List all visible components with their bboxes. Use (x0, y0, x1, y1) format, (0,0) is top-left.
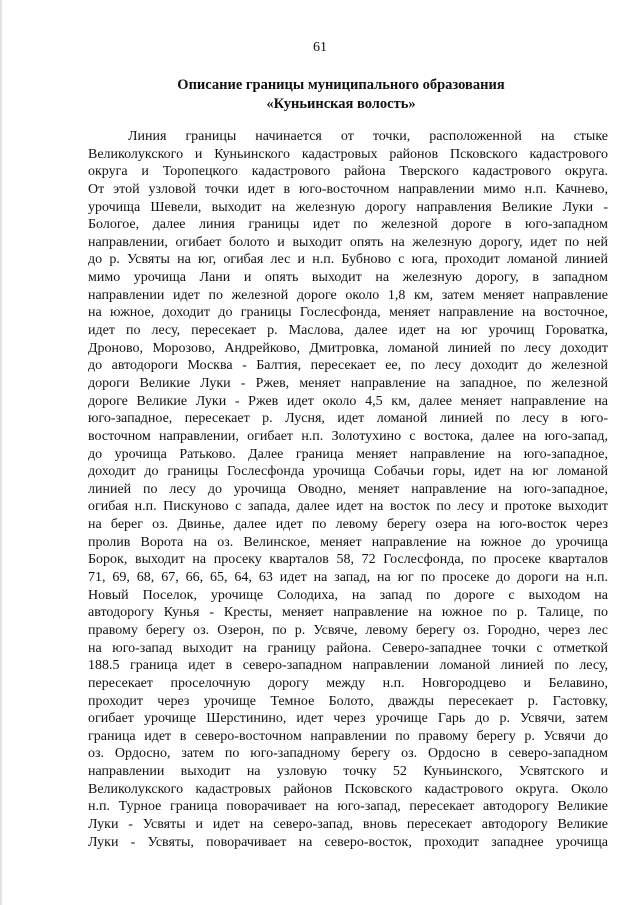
text-line: Великолукского и Куньинского кадастровых районов Псковского кадастрового (88, 146, 608, 162)
text-line: правому берегу оз. Озерон, по р. Усвяче, левому берегу оз. Городно, через лес (88, 622, 608, 638)
document-title (60, 76, 622, 114)
text-line: до автодороги Москва - Балтия, пересекает ее, по лесу доходит до железной (88, 358, 608, 374)
text-line: восточном направлении, огибает н.п. Золотухино с востока, далее на юго-запад, (88, 428, 608, 444)
title-line-2: «Куньинская волость» (266, 96, 416, 112)
text-line: урочища Шевели, выходит на железную дорогу направления Великие Луки - (88, 199, 608, 215)
text-line: н.п. Турное граница поворачивает на юго-запад, пересекает автодорогу Великие (88, 799, 608, 815)
scan-edge (0, 0, 3, 905)
page-number: 61 (313, 40, 327, 55)
text-line: граница идет в северо-восточном направлении по правому берегу р. Усвячи до (88, 728, 608, 744)
text-line: огибает урочище Шерстинино, идет через урочище Гарь до р. Усвячи, затем (88, 711, 608, 727)
text-line: направлении, огибает болото и выходит опять на железную дорогу, идет по ней (88, 234, 608, 250)
text-line: Борок, выходит на просеку кварталов 58, 72 Гослесфонда, по просеке кварталов (88, 552, 608, 568)
text-line: на южное, доходит до границы Гослесфонда, меняет направление на восточное, (88, 305, 608, 321)
text-line: 71, 69, 68, 67, 66, 65, 64, 63 идет на запад, на юг по просеке до дороги на н.п. (88, 570, 608, 586)
text-line: Великолукского кадастровых районов Псковского кадастрового округа. Около (88, 781, 608, 797)
text-line: автодорогу Кунья - Кресты, меняет направление на южное по р. Талице, по (88, 605, 608, 621)
text-line: дороги Великие Луки - Ржев, меняет направление на западное, по железной (88, 375, 608, 391)
text-line: дороге Великие Луки - Ржев идет около 4,5 км, далее меняет направление на (88, 393, 608, 409)
text-line: Линия границы начинается от точки, расположенной на стыке (128, 129, 608, 144)
text-line: идет по лесу, пересекает р. Маслова, далее идет на юг урочищ Горoватка, (88, 323, 608, 339)
text-line: направлении идет по железной дороге около 1,8 км, затем меняет направление (88, 287, 608, 303)
text-line: до р. Усвяты на юг, огибая лес и н.п. Бубново с юга, проходит ломаной линией (88, 252, 608, 268)
body-paragraph (88, 128, 608, 851)
text-line: От этой узловой точки идет в юго-восточном направлении мимо н.п. Качнево, (88, 181, 608, 197)
text-line: мимо урочища Лани и опять выходит на железную дорогу, в западном (88, 270, 608, 286)
text-line: доходит до границы Гослесфонда урочища Собачьи горы, идет на юг ломаной (88, 464, 608, 480)
title-line-1: Описание границы муниципального образования (177, 77, 505, 93)
text-line: округа и Торопецкого кадастрового района Тверского кадастрового округа. (88, 164, 608, 180)
text-line: Новый Поселок, урочище Солодиха, на запад по дороге с выходом на (88, 587, 608, 603)
text-line: пролив Ворота на оз. Велинское, меняет направление на южное до урочища (88, 534, 608, 550)
text-line: на юго-запад выходит на границу района. Северо-западнее точки с отметкой (88, 640, 608, 656)
text-line: до урочища Ратьково. Далее граница меняет направление на юго-западное, (88, 446, 608, 462)
text-line: пересекает проселочную дорогу между н.п. Новгородцево и Белавино, (88, 675, 608, 691)
text-line: проходит через урочище Темное Болото, дважды пересекает р. Гастовку, (88, 693, 608, 709)
text-line: огибая н.п. Пискуново с запада, далее идет на восток по лесу и протоке выходит (88, 499, 608, 515)
text-line: направлении выходит на узловую точку 52 Куньинского, Усвятского и (88, 764, 608, 780)
text-line: Бологое, далее линия границы идет по железной дороге в юго-западном (88, 217, 608, 233)
text-line: Дроново, Морозово, Андрейково, Дмитровка, ломаной линией по лесу доходит (88, 340, 608, 356)
text-line: оз. Ордосно, затем по юго-западному берегу оз. Ордосно в северо-западном (88, 746, 608, 762)
text-line: 188.5 граница идет в северо-западном направлении ломаной линией по лесу, (88, 658, 608, 674)
text-line: линией по лесу до урочища Оводно, меняет направление на юго-западное, (88, 481, 608, 497)
text-line: на берег оз. Двинье, далее идет по левому берегу озера на юго-восток через (88, 517, 608, 533)
text-line: юго-западное, пересекает р. Лусня, идет ломаной линией по лесу в юго- (88, 411, 608, 427)
text-line: Луки - Усвяты, поворачивает на северо-восток, проходит западнее урочища (88, 834, 608, 850)
text-line: Луки - Усвяты и идет на северо-запад, вновь пересекает автодорогу Великие (88, 816, 608, 832)
